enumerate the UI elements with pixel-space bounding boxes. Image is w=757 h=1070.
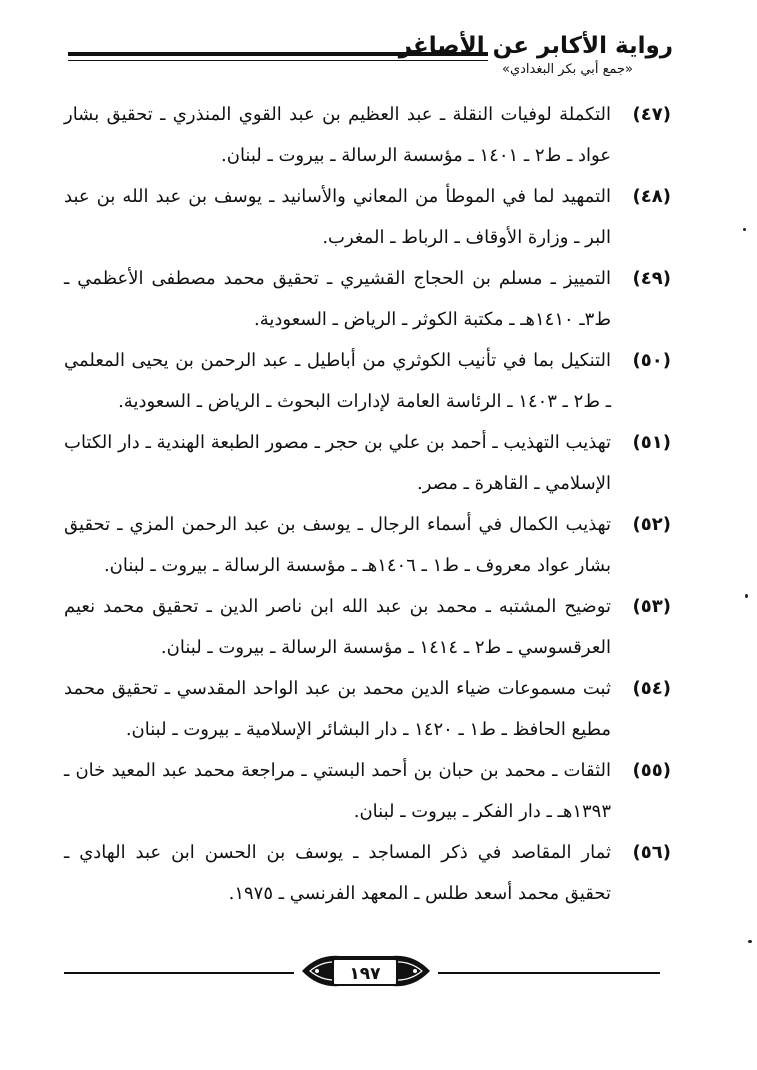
entry-text: توضيح المشتبه ـ محمد بن عبد الله ابن ناصر الدين ـ تحقيق محمد نعيم العرقسوسي ـ ط٢ ـ ١٤١٤ ـ مؤسسة الرسالة ـ بيروت ـ لبنان. [64, 596, 611, 658]
entry-text: ثبت مسموعات ضياء الدين محمد بن عبد الواحد المقدسي ـ تحقيق محمد مطيع الحافظ ـ ط١ ـ ١٤٢٠ ـ دار البشائر الإسلامية ـ بيروت ـ لبنان. [64, 678, 611, 740]
footer-rule-left [64, 972, 294, 974]
header-rule-thin [68, 60, 488, 61]
entry-text: الثقات ـ محمد بن حبان بن أحمد البستي ـ مراجعة محمد عبد المعيد خان ـ ١٣٩٣هـ ـ دار الفكر ـ بيروت ـ لبنان. [64, 760, 611, 822]
entry-number: (٥٤) [632, 678, 671, 699]
bibliography-entry [64, 504, 671, 586]
bibliography-entry [64, 750, 671, 832]
entry-number: (٥٢) [632, 514, 671, 535]
bibliography-entry [64, 258, 671, 340]
footer-rule-right [438, 972, 660, 974]
book-subtitle: «جمع أبي بكر البغدادي» [502, 62, 633, 77]
entry-text: ثمار المقاصد في ذكر المساجد ـ يوسف بن الحسن ابن عبد الهادي ـ تحقيق محمد أسعد طلس ـ المعهد الفرنسي ـ ١٩٧٥. [64, 842, 611, 904]
bibliography-entry [64, 832, 671, 914]
scan-speck [743, 228, 746, 231]
entry-text: التمهيد لما في الموطأ من المعاني والأسانيد ـ يوسف بن عبد الله بن عبد البر ـ وزارة الأوقاف ـ الرباط ـ المغرب. [64, 186, 611, 248]
page-number: ١٩٧ [332, 958, 398, 986]
bibliography-entry [64, 340, 671, 422]
entry-number: (٤٨) [632, 186, 671, 207]
entry-text: التمييز ـ مسلم بن الحجاج القشيري ـ تحقيق محمد مصطفى الأعظمي ـ ط٣ـ ١٤١٠هـ ـ مكتبة الكوثر ـ الرياض ـ السعودية. [64, 268, 611, 330]
running-header [68, 28, 673, 88]
bibliography-list [64, 94, 671, 914]
scan-speck [745, 594, 748, 598]
bibliography-entry [64, 176, 671, 258]
entry-text: التنكيل بما في تأنيب الكوثري من أباطيل ـ عبد الرحمن بن يحيى المعلمي ـ ط٢ ـ ١٤٠٣ ـ الرئاسة العامة لإدارات البحوث ـ الرياض ـ السعودية. [64, 350, 611, 412]
bibliography-entry [64, 422, 671, 504]
book-title: رواية الأكابر عن الأصاغر [398, 33, 673, 59]
entry-number: (٤٩) [632, 268, 671, 289]
entry-number: (٥٥) [632, 760, 671, 781]
bibliography-entry [64, 668, 671, 750]
entry-number: (٥٣) [632, 596, 671, 617]
scan-speck [748, 940, 752, 943]
entry-number: (٤٧) [632, 104, 671, 125]
entry-text: التكملة لوفيات النقلة ـ عبد العظيم بن عبد القوي المنذري ـ تحقيق بشار عواد ـ ط٢ ـ ١٤٠١ ـ مؤسسة الرسالة ـ بيروت ـ لبنان. [64, 104, 611, 166]
entry-number: (٥١) [632, 432, 671, 453]
entry-number: (٥٠) [632, 350, 671, 371]
entry-number: (٥٦) [632, 842, 671, 863]
page-footer [64, 948, 660, 992]
bibliography-entry [64, 94, 671, 176]
bibliography-entry [64, 586, 671, 668]
entry-text: تهذيب الكمال في أسماء الرجال ـ يوسف بن عبد الرحمن المزي ـ تحقيق بشار عواد معروف ـ ط١ ـ ١٤٠٦هـ ـ مؤسسة الرسالة ـ بيروت ـ لبنان. [64, 514, 611, 576]
entry-text: تهذيب التهذيب ـ أحمد بن علي بن حجر ـ مصور الطبعة الهندية ـ دار الكتاب الإسلامي ـ القاهرة ـ مصر. [64, 432, 611, 494]
